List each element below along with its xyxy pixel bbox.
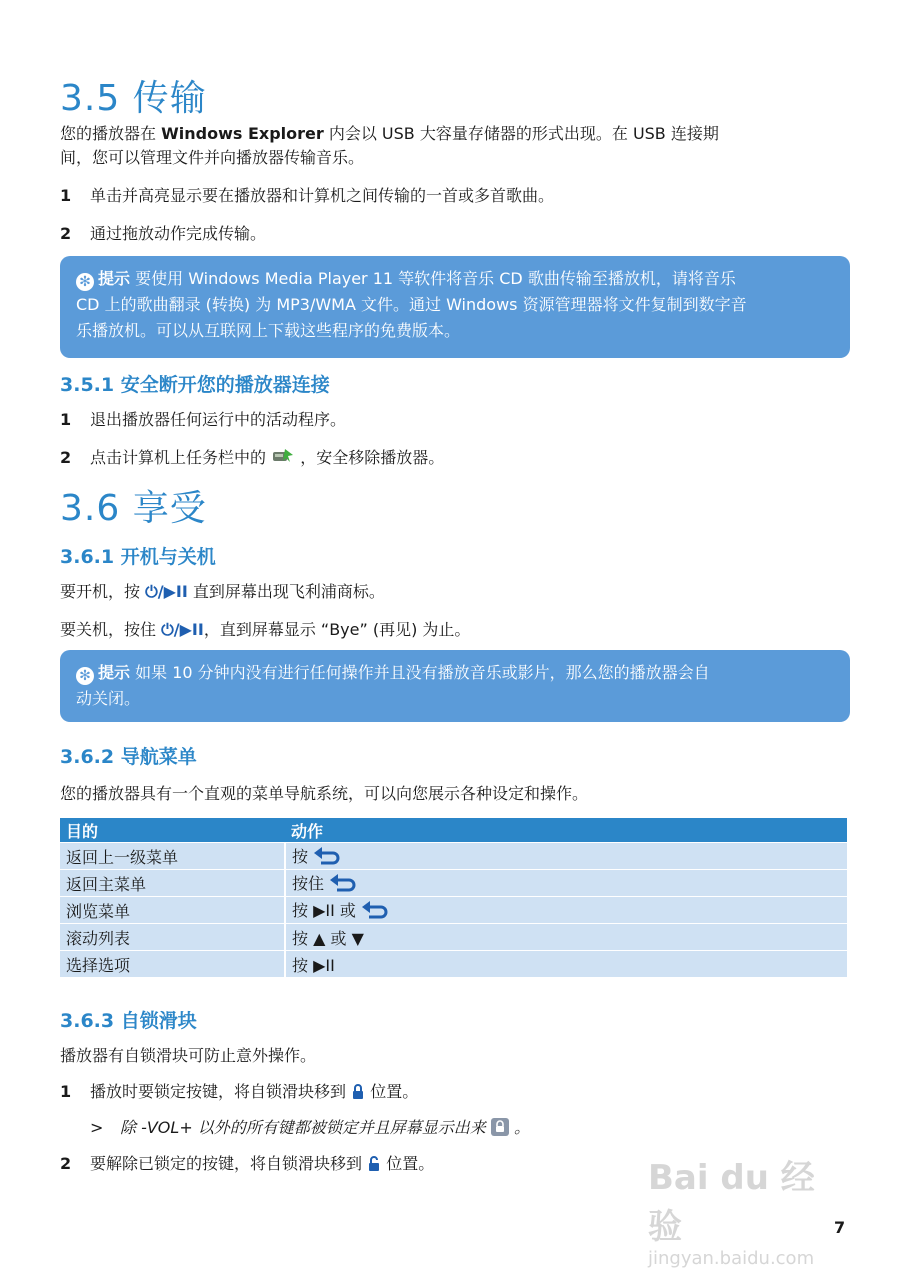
table-cell-purpose: 返回上一级菜单: [60, 843, 285, 870]
power-off-text: [60, 618, 470, 642]
power-play-icon: ⏻/▶II: [161, 620, 204, 639]
table-row: [60, 870, 847, 897]
text: 要开机，按: [60, 582, 146, 601]
lock-icon: [351, 1083, 365, 1107]
table-cell-purpose: 浏览菜单: [60, 897, 285, 924]
table-row: [60, 897, 847, 924]
step-text: 点击计算机上任务栏中的: [90, 448, 267, 467]
section-title-3-5: 3.5 传输: [60, 78, 207, 119]
section-title-3-5-1: 3.5.1 安全断开您的播放器连接: [60, 374, 330, 396]
tip-icon: ✻: [76, 667, 94, 685]
step-number: 1: [60, 410, 72, 429]
table-cell-action: [285, 870, 847, 897]
column-header-purpose: 目的: [60, 818, 285, 843]
table-cell-action: [285, 843, 847, 870]
power-on-text: [60, 580, 385, 604]
text: 直到屏幕出现飞利浦商标。: [187, 582, 385, 601]
step-number: 1: [60, 1082, 72, 1101]
table-row: [60, 924, 847, 951]
step-number: 1: [60, 186, 72, 205]
tip-box-power: [60, 650, 850, 722]
tip-label: 提示: [98, 269, 131, 288]
step-text: 位置。: [370, 1082, 419, 1101]
table-cell-action: [285, 897, 847, 924]
step-item: [60, 1152, 434, 1179]
watermark-brand: Bai du 经验: [648, 1158, 815, 1247]
unlock-icon: [367, 1155, 381, 1179]
step-text: 播放时要锁定按键，将自锁滑块移到: [90, 1082, 347, 1101]
navigation-table: [60, 818, 847, 977]
watermark: [648, 1150, 848, 1269]
step-text: 位置。: [386, 1154, 435, 1173]
tip-icon: ✻: [76, 273, 94, 291]
action-text: 按住: [292, 873, 325, 893]
tip-text-line: 要使用 Windows Media Player 11 等软件将音乐 CD 歌曲传输至播放机，请将音乐: [135, 269, 736, 288]
table-cell-action: 按 ▲ 或 ▼: [285, 924, 847, 951]
tip-text-line: 动关闭。: [76, 689, 141, 708]
safely-remove-hardware-icon: [271, 446, 295, 473]
result-text: 除 -VOL+ 以外的所有键都被锁定并且屏幕显示出来: [120, 1118, 486, 1137]
table-cell-purpose: 选择选项: [60, 951, 285, 978]
table-cell-purpose: 滚动列表: [60, 924, 285, 951]
text: 要关机，按住: [60, 620, 162, 639]
watermark-url: jingyan.baidu.com: [648, 1248, 815, 1269]
result-marker: >: [90, 1118, 104, 1137]
step-text: 退出播放器任何运行中的活动程序。: [90, 410, 347, 429]
column-header-action: 动作: [285, 818, 847, 843]
text: ，直到屏幕显示 “Bye” (再见) 为止。: [203, 620, 471, 639]
back-icon: [361, 901, 391, 923]
navigation-intro: 您的播放器具有一个直观的菜单导航系统，可以向您展示各种设定和操作。: [60, 784, 589, 803]
page-number: 7: [834, 1218, 846, 1237]
table-header: [60, 818, 847, 843]
step-item: [60, 1080, 418, 1107]
step-number: 2: [60, 1154, 72, 1173]
intro-text-b: 内会以 USB 大容量存储器的形式出现。在 USB 连接期: [323, 124, 719, 143]
back-icon: [329, 874, 359, 896]
step-text: ，安全移除播放器。: [300, 448, 445, 467]
step-number: 2: [60, 224, 72, 243]
action-text: 按: [292, 846, 309, 866]
section-title-3-6: 3.6 享受: [60, 488, 207, 529]
section-title-3-6-1: 3.6.1 开机与关机: [60, 546, 216, 568]
tip-text-line: 如果 10 分钟内没有进行任何操作并且没有播放音乐或影片，那么您的播放器会自: [135, 663, 710, 682]
table-row: [60, 951, 847, 978]
step-item: [60, 446, 444, 473]
step-item: [60, 222, 266, 246]
power-play-icon: ⏻/▶II: [145, 582, 188, 601]
tip-text-line: 乐播放机。可以从互联网上下载这些程序的免费版本。: [76, 321, 461, 340]
step-text: 要解除已锁定的按键，将自锁滑块移到: [90, 1154, 363, 1173]
lock-intro: 播放器有自锁滑块可防止意外操作。: [60, 1046, 317, 1065]
intro-text-a: 您的播放器在: [60, 124, 162, 143]
step-result: [90, 1116, 530, 1143]
lock-screen-icon: [491, 1118, 509, 1143]
result-text: 。: [514, 1118, 531, 1137]
intro-bold: Windows Explorer: [161, 124, 324, 143]
step-text: 单击并高亮显示要在播放器和计算机之间传输的一首或多首歌曲。: [90, 186, 555, 205]
intro-text-c: 间，您可以管理文件并向播放器传输音乐。: [60, 148, 365, 167]
section-title-3-6-3: 3.6.3 自锁滑块: [60, 1010, 197, 1032]
table-row: [60, 843, 847, 870]
step-item: [60, 408, 346, 432]
step-item: [60, 184, 554, 208]
table-cell-action: 按 ▶II: [285, 951, 847, 978]
tip-text-line: CD 上的歌曲翻录 (转换) 为 MP3/WMA 文件。通过 Windows 资源管理器将文件复制到数字音: [76, 295, 747, 314]
section-title-3-6-2: 3.6.2 导航菜单: [60, 746, 197, 768]
table-cell-purpose: 返回主菜单: [60, 870, 285, 897]
section-3-5-intro: [60, 122, 850, 170]
back-icon: [313, 847, 343, 869]
step-text: 通过拖放动作完成传输。: [90, 224, 267, 243]
step-number: 2: [60, 448, 72, 467]
tip-label: 提示: [98, 663, 131, 682]
tip-box-transfer: [60, 256, 850, 358]
action-text: 按 ▶II 或: [292, 900, 356, 920]
